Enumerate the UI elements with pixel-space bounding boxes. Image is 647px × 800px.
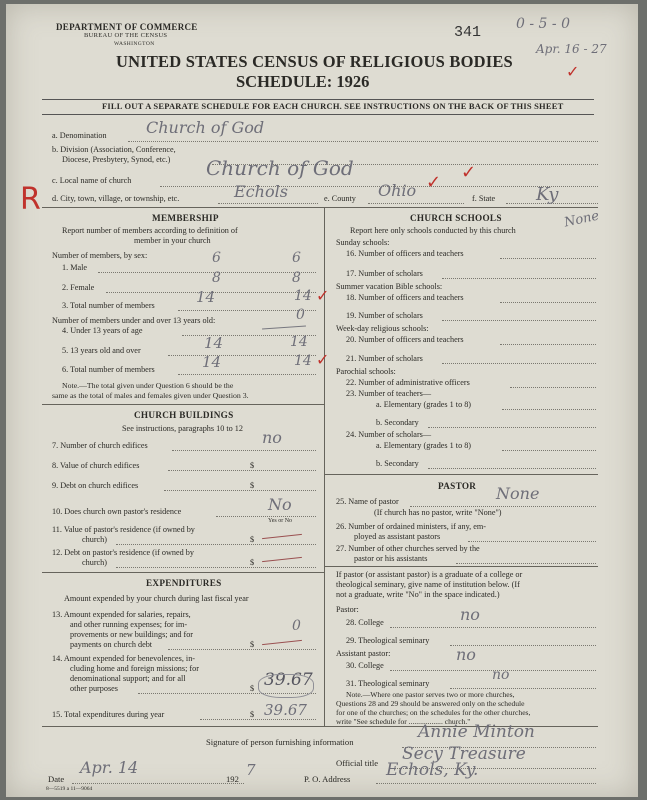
instruction-text: FILL OUT A SEPARATE SCHEDULE FOR EACH CHURCH. SEE INSTRUCTIONS ON THE BACK OF THIS SHEET: [102, 101, 564, 111]
instruction-band: [42, 99, 594, 115]
q5-label: 5. 13 years old and over: [62, 346, 141, 355]
date-line: [72, 783, 244, 784]
q29-label: 29. Theological seminary: [346, 636, 430, 645]
summer-label: Summer vacation Bible schools:: [336, 282, 443, 291]
q30-label: 30. College: [346, 661, 384, 670]
q26-answer-line: [468, 541, 596, 542]
official-title-value: Secy Treasure: [402, 744, 526, 764]
q6-note: 14: [294, 353, 312, 369]
po-address-line: [376, 783, 596, 784]
q11-label-2: church): [82, 535, 108, 544]
q23a-line: [502, 409, 596, 410]
buildings-heading: CHURCH BUILDINGS: [134, 410, 234, 420]
q15-value: 39.67: [264, 701, 307, 719]
city-label: d. City, town, village, or township, etc.: [52, 194, 180, 203]
graduate-note-2: theological seminary, give name of institution below. (If: [336, 580, 520, 589]
membership-note-1: Note.—The total given under Question 6 should be the: [62, 381, 234, 390]
q16-value: None: [562, 208, 601, 231]
schools-bottom-rule: [324, 474, 598, 475]
corner-date: Apr. 16 - 27: [536, 42, 607, 56]
q23-label: 23. Number of teachers—: [346, 389, 432, 398]
margin-mark: R: [20, 182, 41, 217]
city-line: [218, 203, 318, 204]
pastor-rule: [324, 566, 598, 567]
q24b-label: b. Secondary: [376, 459, 419, 468]
under-over-label: Number of members under and over 13 years old:: [52, 316, 216, 325]
division-label-1: b. Division (Association, Conference,: [52, 145, 176, 154]
q13-strike: [262, 640, 302, 645]
bureau-name: BUREAU OF THE CENSUS: [84, 32, 168, 39]
q9-dollar: $: [250, 481, 255, 490]
q10-options: Yes or No: [268, 518, 293, 524]
q24-label: 24. Number of scholars—: [346, 430, 432, 439]
q4-label: 4. Under 13 years of age: [62, 326, 143, 335]
q1-line: [98, 272, 316, 273]
q27-line-1: 27. Number of other churches served by the: [336, 544, 480, 553]
q21-label: 21. Number of scholars: [346, 354, 423, 363]
q31-value: no: [492, 667, 510, 683]
q1-label: 1. Male: [62, 263, 88, 272]
division-label-2: Diocese, Presbytery, Synod, etc.): [62, 155, 171, 164]
q6-value: 14: [202, 353, 222, 371]
q4-strike: [262, 325, 306, 329]
q8-label: 8. Value of church edifices: [52, 461, 140, 470]
q24a-label: a. Elementary (grades 1 to 8): [376, 441, 472, 450]
city-name: WASHINGTON: [114, 41, 155, 47]
county-check: ✓: [426, 172, 442, 193]
q2-value: 8: [212, 270, 221, 286]
county-line: [368, 203, 464, 204]
q18-label: 18. Number of officers and teachers: [346, 293, 464, 302]
local-name-label: c. Local name of church: [52, 176, 132, 185]
q28-label: 28. College: [346, 618, 384, 627]
q14-line-2: cluding home and foreign missions; for: [70, 664, 199, 673]
q22-label: 22. Number of administrative officers: [346, 378, 470, 387]
q18-line: [500, 302, 596, 303]
q19-line: [442, 320, 596, 321]
q25-label: 25. Name of pastor: [336, 497, 399, 506]
q1-value: 6: [212, 250, 221, 266]
buildings-intro: See instructions, paragraphs 10 to 12: [122, 424, 243, 433]
q6-line: [178, 374, 316, 375]
q11-label-1: 11. Value of pastor's residence (if owned by: [52, 525, 195, 534]
year-prefix: 192: [226, 774, 239, 784]
q13-line-3: provements or new buildings; and for: [70, 630, 194, 639]
county-value: Ohio: [378, 181, 417, 200]
q10-line: [216, 516, 316, 517]
q14-line-1: 14. Amount expended for benevolences, in-: [52, 654, 196, 663]
q31-line: [450, 688, 596, 689]
q13-answer-line: [168, 649, 316, 650]
q13-value: 0: [292, 618, 301, 634]
parochial-label: Parochial schools:: [336, 367, 396, 376]
q13-line-1: 13. Amount expended for salaries, repairs,: [52, 610, 191, 619]
q2-note: 8: [292, 270, 301, 286]
q5-value: 14: [204, 334, 224, 352]
q25-line: [410, 506, 596, 507]
q27-line-2: pastor or his assistants: [354, 554, 428, 563]
local-name-value: Church of God: [206, 156, 354, 180]
q12-dollar: $: [250, 558, 255, 567]
q12-line: [116, 567, 316, 568]
date-value: Apr. 14: [80, 758, 139, 777]
membership-heading: MEMBERSHIP: [152, 213, 219, 223]
membership-intro-2: member in your church: [134, 236, 211, 245]
q17-label: 17. Number of scholars: [346, 269, 423, 278]
q12-strike: [262, 557, 302, 562]
q11-line: [116, 544, 316, 545]
q4-value: 0: [296, 307, 305, 323]
q9-label: 9. Debt on church edifices: [52, 481, 139, 490]
q25-value: None: [496, 484, 540, 503]
q8-line: [168, 470, 316, 471]
q5-note: 14: [290, 334, 308, 350]
pastor-heading: PASTOR: [438, 481, 477, 491]
department-name: DEPARTMENT OF COMMERCE: [56, 22, 198, 32]
q12-label-2: church): [82, 558, 108, 567]
q20-label: 20. Number of officers and teachers: [346, 335, 464, 344]
serial-number: 341: [454, 24, 482, 41]
weekday-label: Week-day religious schools:: [336, 324, 429, 333]
q14-line-3: denominational support; and for all: [70, 674, 186, 683]
q16-line: [500, 258, 596, 259]
q14-line-4: other purposes: [70, 684, 118, 693]
column-divider: [324, 207, 325, 727]
year-value: 7: [246, 761, 256, 779]
pastor-note-2: Questions 28 and 29 should be answered only on the schedule: [336, 699, 525, 708]
denomination-label: a. Denomination: [52, 131, 107, 140]
q14-value: 39.67: [264, 670, 313, 690]
official-title-label: Official title: [336, 758, 379, 768]
pastor-note-3: for one of the churches; on the schedules for the other churches,: [336, 708, 531, 717]
schedule-title: SCHEDULE: 1926: [236, 72, 370, 91]
q9-line: [164, 490, 316, 491]
corner-note: 0 - 5 - 0: [516, 16, 570, 32]
q22-line: [510, 387, 596, 388]
state-value: Ky: [536, 184, 559, 205]
buildings-bottom-rule: [42, 572, 324, 573]
city-value: Echols: [234, 182, 288, 201]
signature-value: Annie Minton: [418, 722, 535, 742]
q21-line: [442, 363, 596, 364]
denomination-line: [128, 141, 598, 142]
by-sex-label: Number of members, by sex:: [52, 251, 148, 260]
expenditures-heading: EXPENDITURES: [146, 578, 222, 588]
q23a-label: a. Elementary (grades 1 to 8): [376, 400, 472, 409]
county-label: e. County: [324, 194, 356, 203]
pastor-note-1: Note.—Where one pastor serves two or more churches,: [346, 690, 515, 699]
q31-label: 31. Theological seminary: [346, 679, 430, 688]
q15-label: 15. Total expenditures during year: [52, 710, 165, 719]
q3-check: ✓: [316, 286, 330, 305]
q25-note: (If church has no pastor, write "None"): [374, 508, 502, 517]
assistant-label: Assistant pastor:: [336, 649, 391, 658]
graduate-note-3: not a graduate, write "No" in the space indicated.): [336, 590, 500, 599]
po-address-value: Echols, Ky.: [386, 760, 479, 780]
q16-label: 16. Number of officers and teachers: [346, 249, 464, 258]
po-address-label: P. O. Address: [304, 774, 351, 784]
q28-line: [390, 627, 596, 628]
sunday-label: Sunday schools:: [336, 238, 390, 247]
q26-line-2: ployed as assistant pastors: [354, 532, 441, 541]
schools-intro: Report here only schools conducted by this church: [350, 226, 516, 235]
q7-value: no: [262, 428, 282, 447]
denomination-value: Church of God: [146, 118, 265, 137]
membership-bottom-rule: [42, 404, 324, 405]
form-title: UNITED STATES CENSUS OF RELIGIOUS BODIES: [116, 52, 513, 71]
membership-intro-1: Report number of members according to definition of: [62, 226, 238, 235]
q6-label: 6. Total number of members: [62, 365, 155, 374]
q13-line-2: and other running expenses; for im-: [70, 620, 188, 629]
q20-line: [500, 344, 596, 345]
q10-value: No: [268, 495, 292, 514]
date-label: Date: [48, 774, 65, 784]
section-top-rule: [42, 207, 598, 208]
q13-dollar: $: [250, 640, 255, 649]
q23b-label: b. Secondary: [376, 418, 419, 427]
q2-label: 2. Female: [62, 283, 95, 292]
q7-line: [172, 450, 316, 451]
q26-line-1: 26. Number of ordained ministers, if any, em-: [336, 522, 486, 531]
q12-label-1: 12. Debt on pastor's residence (if owned by: [52, 548, 194, 557]
state-label: f. State: [472, 194, 496, 203]
q6-check: ✓: [316, 350, 330, 369]
q3-value: 14: [196, 288, 216, 306]
schools-heading: CHURCH SCHOOLS: [410, 213, 502, 223]
q17-line: [442, 278, 596, 279]
pastor-sub-label: Pastor:: [336, 605, 359, 614]
membership-note-2: same as the total of males and females given under Question 3.: [52, 391, 249, 400]
q1-note: 6: [292, 250, 301, 266]
form-number: 8—5519 a 11—9064: [46, 786, 93, 792]
q11-dollar: $: [250, 535, 255, 544]
q19-label: 19. Number of scholars: [346, 311, 423, 320]
q3-label: 3. Total number of members: [62, 301, 155, 310]
local-name-check: ✓: [461, 162, 477, 183]
q27-answer-line: [456, 563, 596, 564]
q28-value: no: [460, 605, 480, 624]
q23b-line: [428, 427, 596, 428]
q3-note: 14: [294, 288, 312, 304]
q7-label: 7. Number of church edifices: [52, 441, 148, 450]
expenditures-intro: Amount expended by your church during last fiscal year: [64, 594, 249, 603]
signature-label: Signature of person furnishing information: [206, 737, 354, 747]
graduate-note-1: If pastor (or assistant pastor) is a graduate of a college or: [336, 570, 523, 579]
q30-value: no: [456, 645, 476, 664]
q24a-line: [502, 450, 596, 451]
q13-line-4: payments on church debt: [70, 640, 153, 649]
q14-circle: [258, 674, 314, 698]
pastor-note-4: write "See schedule for .................. church.": [336, 717, 471, 726]
q8-dollar: $: [250, 461, 255, 470]
census-schedule-sheet: [6, 4, 638, 797]
q24b-line: [428, 468, 596, 469]
q15-dollar: $: [250, 710, 255, 719]
q11-strike: [262, 534, 302, 539]
q14-dollar: $: [250, 684, 255, 693]
q15-answer-line: [200, 719, 316, 720]
corner-check-mark: ✓: [566, 62, 580, 81]
q10-label: 10. Does church own pastor's residence: [52, 507, 182, 516]
